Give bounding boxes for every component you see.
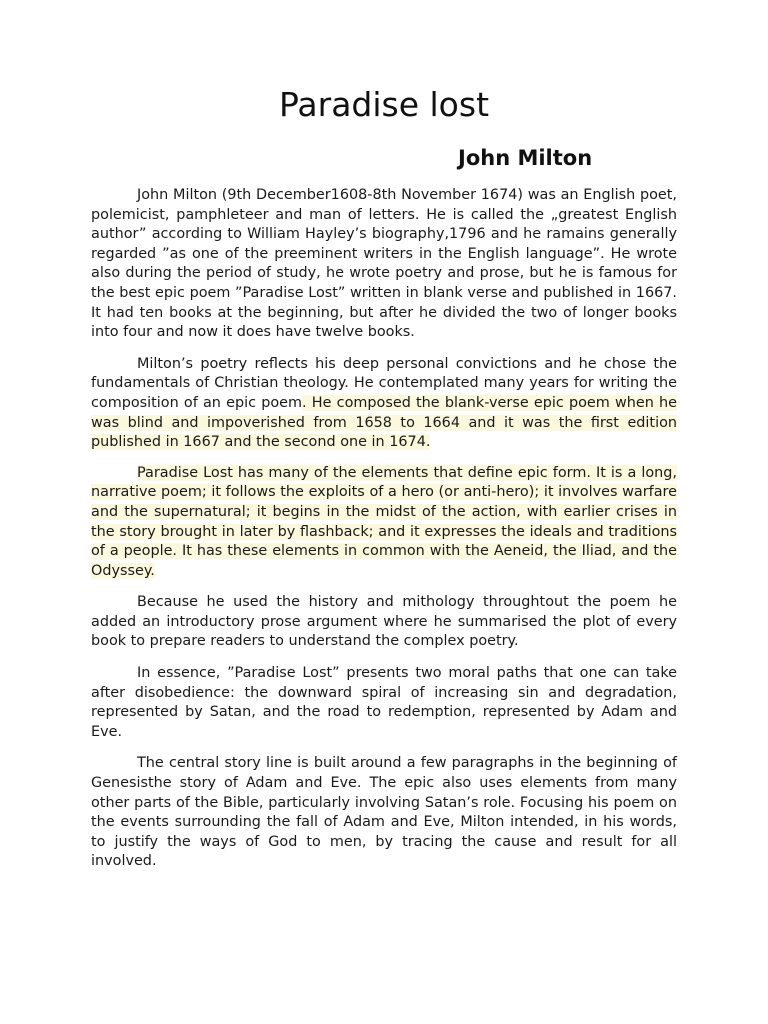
paragraph-text: Milton’s poetry reflects his deep personal convictions and he chose the fundamentals of Christian theology. He contemplated many years for writing the composition of an epic poem bbox=[91, 355, 677, 411]
paragraph-text: The central story line is built around a few paragraphs in the beginning of Genesisthe story of Adam and Eve. The epic also uses elements from many other parts of the Bible, particularly involving Satan’s role. Focusing his poem on the events surrounding the fall of Adam and Eve, Milton intended, in his words, to justify the ways of God to men, by tracing the cause and result for all involved. bbox=[91, 755, 677, 870]
document-body bbox=[91, 186, 677, 884]
document-author: John Milton bbox=[458, 146, 593, 170]
highlighted-text: . He composed the blank-verse epic poem when he was blind and impoverished from 1658 to 1664 and it was the first edition published in 1667 and the second one in 1674. bbox=[91, 394, 677, 451]
paragraph-moral-paths bbox=[91, 664, 677, 742]
document-title: Paradise lost bbox=[278, 85, 490, 124]
paragraph-biography bbox=[91, 186, 677, 343]
paragraph-prose-argument bbox=[91, 593, 677, 652]
paragraph-story-line bbox=[91, 754, 677, 872]
paragraph-poetry bbox=[91, 355, 677, 453]
paragraph-epic-form bbox=[91, 464, 677, 582]
paragraph-text: Because he used the history and mithology throughtout the poem he added an introductory prose argument where he summarised the plot of every book to prepare readers to understand the complex poetry. bbox=[91, 594, 677, 650]
paragraph-text: In essence, ”Paradise Lost” presents two moral paths that one can take after disobedience: the downward spiral of increasing sin and degradation, represented by Satan, and the road to redemption, represented by Adam and Eve. bbox=[91, 665, 677, 740]
paragraph-text: John Milton (9th December1608-8th November 1674) was an English poet, polemicist, pamphleteer and man of letters. He is called the „greatest English author” according to William Hayley’s biography,1796 and he ramains generally regarded ”as one of the preeminent writers in the English language”. He wrote also during the period of study, he wrote poetry and prose, but he is famous for the best epic poem ”Paradise Lost” written in blank verse and published in 1667. It had ten books at the beginning, but after he divided the two of longer books into four and now it does have twelve books. bbox=[91, 187, 677, 341]
highlighted-text: Paradise Lost has many of the elements that define epic form. It is a long, narrative poem; it follows the exploits of a hero (or anti-hero); it involves warfare and the supernatural; it begins in the midst of the action, with earlier crises in the story brought in later by flashback; and it expresses the ideals and traditions of a people. It has these elements in common with the Aeneid, the Iliad, and the Odyssey. bbox=[91, 464, 677, 579]
